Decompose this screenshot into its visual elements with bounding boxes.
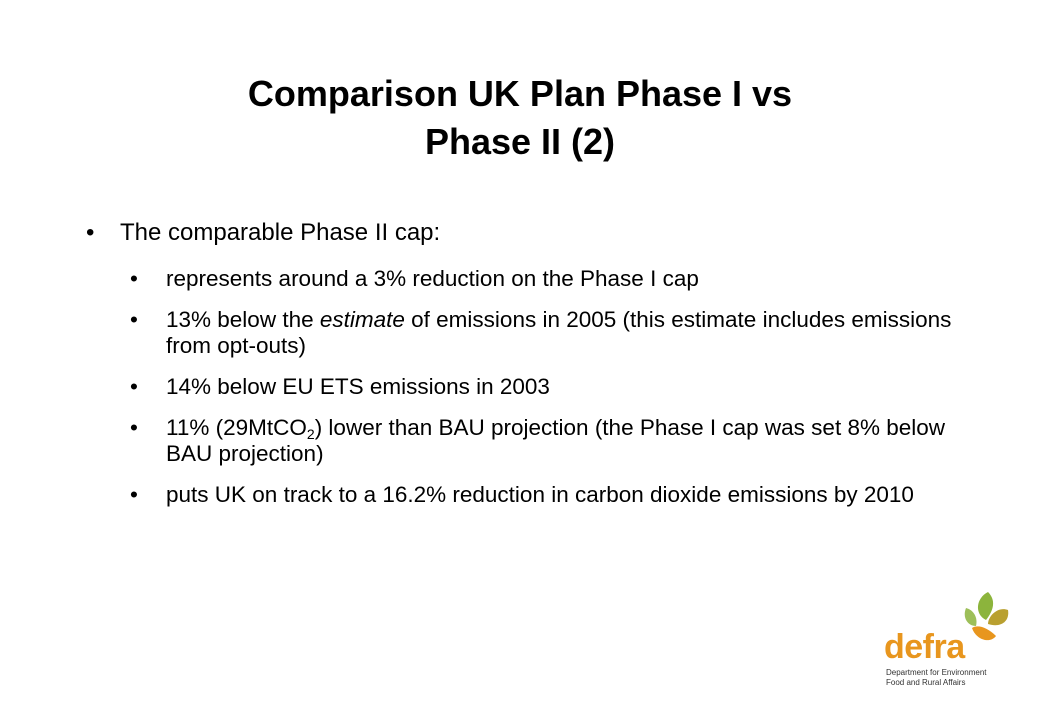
sub-bullet-2 bbox=[128, 307, 980, 359]
slide-title bbox=[120, 70, 920, 166]
sub-bullet-1-text: represents around a 3% reduction on the Phase I cap bbox=[166, 266, 699, 291]
defra-logo bbox=[880, 588, 1030, 698]
trefoil-leaf-icon bbox=[958, 588, 1016, 650]
sub-bullet-4-subscript: 2 bbox=[306, 426, 315, 442]
sub-bullet-5-text: puts UK on track to a 16.2% reduction in carbon dioxide emissions by 2010 bbox=[166, 482, 914, 507]
sub-bullet-4 bbox=[128, 415, 980, 467]
bullet-dot-icon: • bbox=[130, 482, 138, 507]
sub-bullet-2-text-pre: 13% below the bbox=[166, 307, 320, 332]
sub-bullet-2-emphasis: estimate bbox=[319, 307, 405, 332]
title-line-2: Phase II (2) bbox=[424, 121, 616, 162]
bullet-dot-icon: • bbox=[86, 219, 95, 246]
sub-bullet-list bbox=[128, 266, 980, 508]
sub-bullet-4-text-pre: 11% (29MtCO bbox=[166, 415, 307, 440]
main-bullet-text: The comparable Phase II cap: bbox=[120, 219, 441, 246]
logo-subtitle-line-2: Food and Rural Affairs bbox=[886, 678, 966, 687]
bullet-dot-icon: • bbox=[130, 307, 138, 332]
logo-wordmark: defra bbox=[884, 628, 965, 666]
sub-bullet-3 bbox=[128, 374, 980, 400]
sub-bullet-5 bbox=[128, 482, 980, 508]
sub-bullet-4-text-post: ) lower than BAU projection (the Phase I cap was set 8% below BAU projection) bbox=[166, 415, 946, 466]
sub-bullet-3-text: 14% below EU ETS emissions in 2003 bbox=[166, 374, 550, 399]
sub-bullet-2-text-post: of emissions in 2005 (this estimate includes emissions from opt-outs) bbox=[166, 307, 952, 358]
bullet-dot-icon: • bbox=[130, 374, 138, 399]
bullet-dot-icon: • bbox=[130, 415, 138, 440]
bullet-dot-icon: • bbox=[130, 266, 138, 291]
bullet-list bbox=[80, 218, 980, 523]
sub-bullet-1 bbox=[128, 266, 980, 292]
main-bullet bbox=[80, 218, 980, 248]
logo-subtitle-line-1: Department for Environment bbox=[886, 668, 987, 677]
title-line-1: Comparison UK Plan Phase I vs bbox=[247, 73, 793, 114]
logo-subtitle bbox=[886, 668, 987, 688]
